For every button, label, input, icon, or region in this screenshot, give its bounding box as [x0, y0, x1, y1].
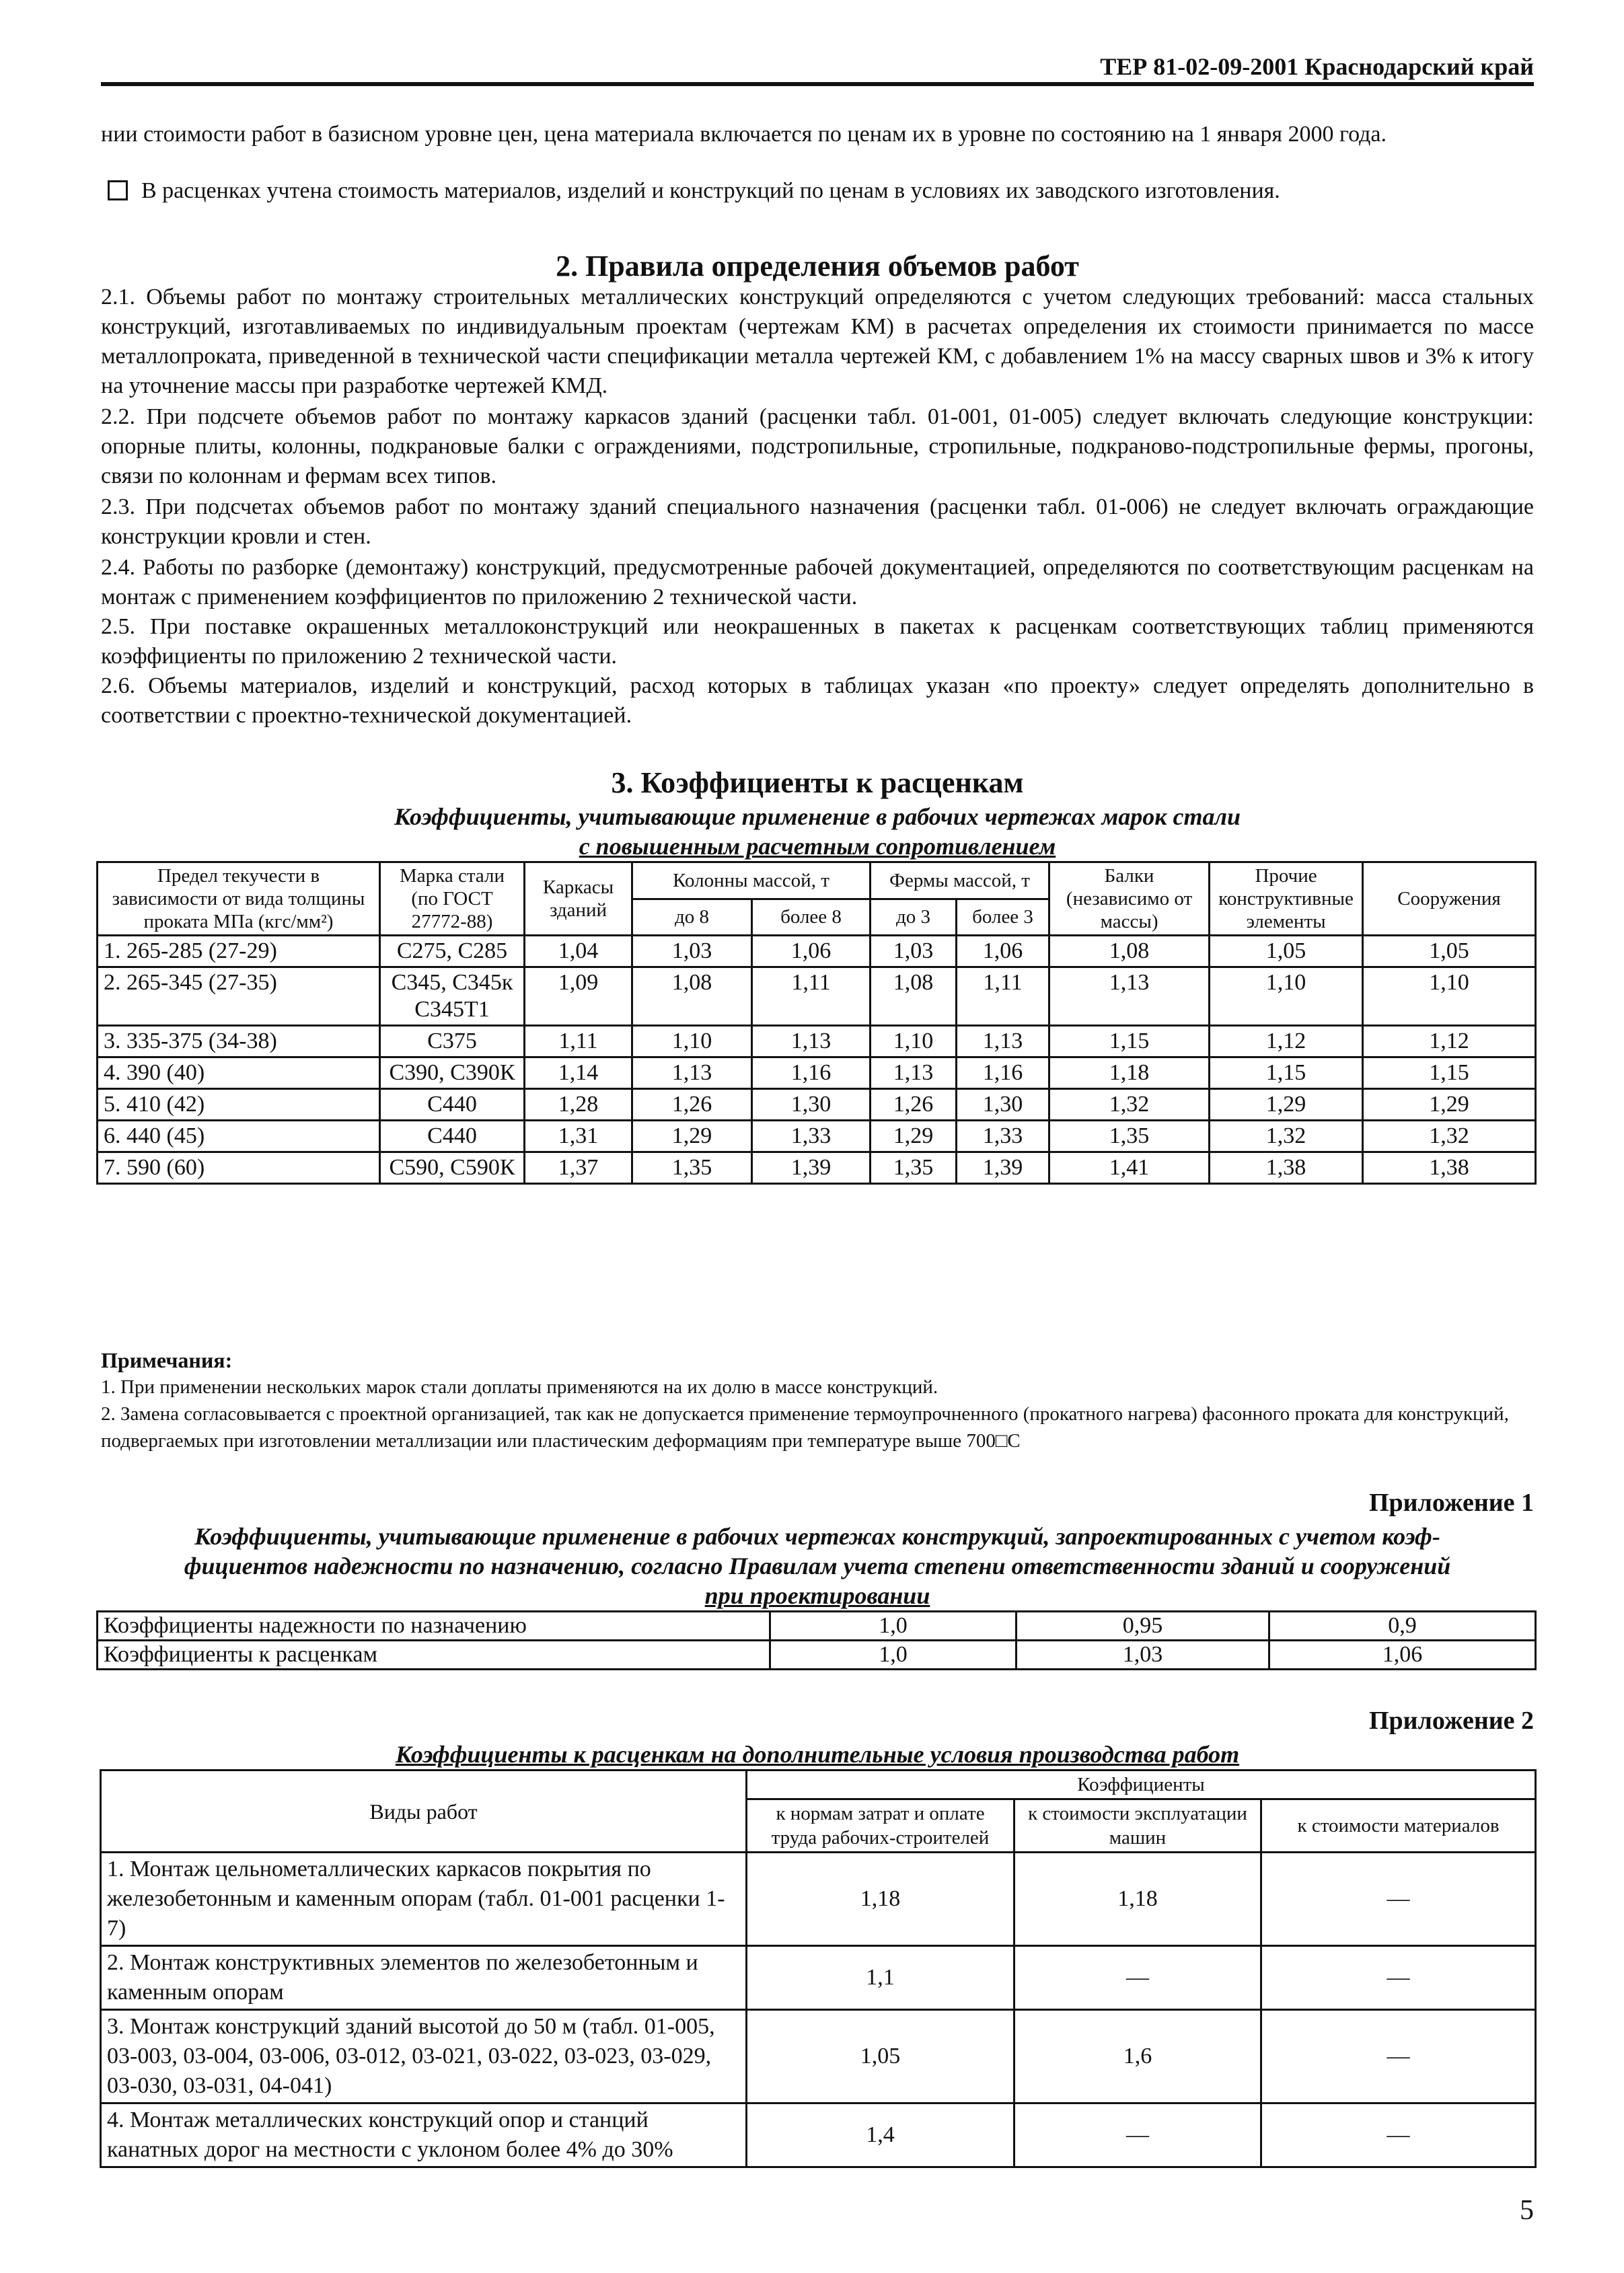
- cell-value: 1,09: [525, 967, 632, 1026]
- cell-value: 1,0: [770, 1612, 1017, 1641]
- cell-value: 1,10: [632, 1026, 752, 1057]
- cell-value: 1,30: [752, 1089, 871, 1121]
- cell-value: 1,05: [747, 2010, 1014, 2103]
- cell-value: 1,37: [525, 1152, 632, 1184]
- table-row: [101, 1946, 1536, 2010]
- table-1-subtitle-line-2: [101, 831, 1534, 861]
- cell-work: 3. Монтаж конструкций зданий высотой до 50 м (табл. 01-005, 03-003, 03-004, 03-006, 03-012, 03-021, 03-022, 03-023, 03-029, 03-030, 03-031, 04-041): [101, 2010, 747, 2103]
- cell-value: 1,26: [632, 1089, 752, 1121]
- cell-steel: С345, С345к С345Т1: [380, 967, 525, 1026]
- table-1-subtitle: Коэффициенты, учитывающие применение в рабочих чертежах марок стали: [394, 803, 1241, 830]
- cell-value: 1,05: [1363, 936, 1536, 967]
- cell-value: 1,11: [752, 967, 871, 1026]
- cell-value: —: [1014, 2103, 1261, 2167]
- cell-value: 1,35: [1049, 1121, 1210, 1152]
- header-building-frames: Каркасы зданий: [525, 862, 632, 936]
- table-row: [98, 936, 1536, 967]
- cell-value: 1,33: [957, 1121, 1049, 1152]
- cell-value: 1,4: [747, 2103, 1014, 2167]
- appendix-1-title: Коэффициенты, учитывающие применение в рабочих чертежах конструкций, запроектированных с учетом коэф-: [194, 1523, 1440, 1550]
- cell-value: 1,04: [525, 936, 632, 967]
- header-trusses-upto-3: до 3: [871, 899, 957, 936]
- header-coefficients: Коэффициенты: [747, 1771, 1536, 1799]
- cell-value: 1,41: [1049, 1152, 1210, 1184]
- section-2-item: 2.4. Работы по разборке (демонтажу) конструкций, предусмотренные рабочей документацией, определяются по соответствующим расценкам на монтаж с применением коэффициентов по приложению 2 технической части.: [101, 555, 1534, 609]
- cell-steel: С375: [380, 1026, 525, 1057]
- cell-value: 1,32: [1210, 1121, 1363, 1152]
- cell-value: 1,39: [752, 1152, 871, 1184]
- table-row: [98, 1121, 1536, 1152]
- appendix-2-title: Коэффициенты к расценкам на дополнительные условия производства работ: [395, 1741, 1240, 1768]
- cell-value: —: [1014, 1946, 1261, 2010]
- notes-title: Примечания:: [101, 1348, 233, 1372]
- intro-paragraph-2: В расценках учтена стоимость материалов, изделий и конструкций по ценам в условиях их заводского изготовления.: [141, 178, 1280, 203]
- cell-value: 1,13: [632, 1057, 752, 1089]
- cell-steel: С390, С390К: [380, 1057, 525, 1089]
- cell-value: 1,0: [770, 1641, 1017, 1670]
- section-2-heading: 2. Правила определения объемов работ: [556, 250, 1079, 283]
- table-row: [98, 1641, 1536, 1670]
- cell-value: 1,03: [1017, 1641, 1269, 1670]
- section-2-item: 2.1. Объемы работ по монтажу строительных металлических конструкций определяются с учетом следующих требований: масса стальных конструкций, изготавливаемых по индивидуальным проектам (чертежам КМ) в расчетах определения их стоимости принимается по массе металлопроката, приведенной в технической части спецификации металла чертежей КМ, с добавлением 1% на массу сварных швов и 3% к итогу на уточнение массы при разработке чертежей КМД.: [101, 285, 1534, 398]
- cell-value: 1,06: [752, 936, 871, 967]
- cell-range: 6. 440 (45): [98, 1121, 380, 1152]
- header-beams: Балки (независимо от массы): [1049, 862, 1210, 936]
- header-machines: к стоимости эксплуатации машин: [1014, 1799, 1261, 1853]
- cell-value: 1,06: [1269, 1641, 1536, 1670]
- cell-value: 1,10: [1363, 967, 1536, 1026]
- cell-value: 1,11: [525, 1026, 632, 1057]
- header-yield-strength: Предел текучести в зависимости от вида толщины проката МПа (кгс/мм²): [98, 862, 380, 936]
- table-row: [98, 1152, 1536, 1184]
- cell-value: 1,08: [871, 967, 957, 1026]
- cell-value: 1,15: [1210, 1057, 1363, 1089]
- cell-value: 1,16: [957, 1057, 1049, 1089]
- cell-value: 1,29: [1210, 1089, 1363, 1121]
- cell-value: 1,08: [632, 967, 752, 1026]
- cell-range: 4. 390 (40): [98, 1057, 380, 1089]
- cell-value: 1,32: [1363, 1121, 1536, 1152]
- cell-steel: С590, С590К: [380, 1152, 525, 1184]
- page-number: 5: [1520, 2195, 1534, 2226]
- running-header: ТЕР 81-02-09-2001 Краснодарский край: [1100, 53, 1534, 80]
- appendix-1-title: фициентов надежности по назначению, согласно Правилам учета степени ответственности зданий и сооружений: [184, 1553, 1451, 1579]
- cell-range: 2. 265-345 (27-35): [98, 967, 380, 1026]
- cell-value: 1,12: [1363, 1026, 1536, 1057]
- cell-value: —: [1261, 2010, 1536, 2103]
- section-2-item: 2.3. При подсчетах объемов работ по монтажу зданий специального назначения (расценки табл. 01-006) не следует включать ограждающие конструкции кровли и стен.: [101, 494, 1534, 549]
- cell-value: 1,11: [957, 967, 1049, 1026]
- cell-value: 1,30: [957, 1089, 1049, 1121]
- intro-paragraph-1: нии стоимости работ в базисном уровне цен, цена материала включается по ценам их в уровне по состоянию на 1 января 2000 года.: [101, 122, 1387, 147]
- header-materials: к стоимости материалов: [1261, 1799, 1536, 1853]
- cell-value: 1,35: [871, 1152, 957, 1184]
- section-2-item: 2.6. Объемы материалов, изделий и конструкций, расход которых в таблицах указан «по проекту» следует определять дополнительно в соответствии с проектно-технической документацией.: [101, 673, 1534, 728]
- cell-value: 1,29: [1363, 1089, 1536, 1121]
- cell-value: 1,13: [957, 1026, 1049, 1057]
- cell-value: 1,12: [1210, 1026, 1363, 1057]
- header-steel-grade: Марка стали (по ГОСТ 27772-88): [380, 862, 525, 936]
- section-2-item: 2.5. При поставке окрашенных металлоконструкций или неокрашенных в пакетах к расценкам соответствующих таблиц применяются коэффициенты по приложению 2 технической части.: [101, 614, 1534, 669]
- table-row: [98, 1089, 1536, 1121]
- table-1-subtitle-2: с повышенным расчетным сопротивлением: [579, 833, 1056, 860]
- cell-value: 1,13: [1049, 967, 1210, 1026]
- note-2: 2. Замена согласовывается с проектной организацией, так как не допускается применение термоупрочненного (прокатного нагрева) фасонного проката для конструкций, подвергаемых при изготовлении металлизации или пластическим деформациям при температуре выше 700□С: [101, 1403, 1509, 1452]
- header-works: Виды работ: [101, 1771, 747, 1853]
- table-row: [101, 1853, 1536, 1946]
- cell-value: 1,6: [1014, 2010, 1261, 2103]
- header-columns-upto-8: до 8: [632, 899, 752, 936]
- table-row: [101, 2103, 1536, 2167]
- cell-value: 1,16: [752, 1057, 871, 1089]
- cell-value: 1,05: [1210, 936, 1363, 967]
- cell-value: 1,15: [1049, 1026, 1210, 1057]
- cell-value: 1,08: [1049, 936, 1210, 967]
- cell-value: —: [1261, 1853, 1536, 1946]
- cell-value: 1,1: [747, 1946, 1014, 2010]
- cell-value: 1,14: [525, 1057, 632, 1089]
- cell-value: 1,39: [957, 1152, 1049, 1184]
- header-other-elements: Прочие конструктивные элементы: [1210, 862, 1363, 936]
- cell-value: 1,13: [871, 1057, 957, 1089]
- cell-value: 1,38: [1363, 1152, 1536, 1184]
- cell-value: 0,95: [1017, 1612, 1269, 1641]
- cell-work: 1. Монтаж цельнометаллических каркасов покрытия по железобетонным и каменным опорам (табл. 01-001 расценки 1-7): [101, 1853, 747, 1946]
- appendix-1-label: Приложение 1: [1368, 1489, 1534, 1517]
- cell-range: 5. 410 (42): [98, 1089, 380, 1121]
- appendix-2-title-line: [101, 1740, 1534, 1769]
- cell-value: 1,10: [871, 1026, 957, 1057]
- cell-steel: С440: [380, 1089, 525, 1121]
- cell-label: Коэффициенты надежности по назначению: [98, 1612, 770, 1641]
- header-trusses-weight: Фермы массой, т: [871, 862, 1049, 899]
- header-structures: Сооружения: [1363, 862, 1536, 936]
- section-3-heading: 3. Коэффициенты к расценкам: [611, 766, 1024, 799]
- cell-value: 1,03: [871, 936, 957, 967]
- section-2-item: 2.2. При подсчете объемов работ по монтажу каркасов зданий (расценки табл. 01-001, 01-005) следует включать следующие конструкции: опорные плиты, колонны, подкрановые балки с ограждениями, подстропильные, стропильные, подкраново-подстропильные фермы, прогоны, связи по колоннам и фермам всех типов.: [101, 404, 1534, 488]
- cell-value: —: [1261, 2103, 1536, 2167]
- square-bullet-icon: [108, 180, 128, 200]
- cell-work: 2. Монтаж конструктивных элементов по железобетонным и каменным опорам: [101, 1946, 747, 2010]
- appendix-1-table: [96, 1610, 1537, 1670]
- cell-value: 1,18: [747, 1853, 1014, 1946]
- cell-value: 0,9: [1269, 1612, 1536, 1641]
- notes-block: [101, 1347, 1534, 1454]
- appendix-2-table: [100, 1769, 1537, 2168]
- cell-value: 1,15: [1363, 1057, 1536, 1089]
- header-labor: к нормам затрат и оплате труда рабочих-строителей: [747, 1799, 1014, 1853]
- header-trusses-over-3: более 3: [957, 899, 1049, 936]
- cell-range: 1. 265-285 (27-29): [98, 936, 380, 967]
- table-row: [98, 1026, 1536, 1057]
- cell-value: 1,31: [525, 1121, 632, 1152]
- cell-value: 1,06: [957, 936, 1049, 967]
- cell-value: 1,13: [752, 1026, 871, 1057]
- cell-value: —: [1261, 1946, 1536, 2010]
- note-1: 1. При применении нескольких марок стали доплаты применяются на их долю в массе конструкций.: [101, 1376, 938, 1398]
- cell-steel: С440: [380, 1121, 525, 1152]
- header-rule: [101, 82, 1534, 86]
- cell-value: 1,28: [525, 1089, 632, 1121]
- cell-value: 1,29: [632, 1121, 752, 1152]
- cell-work: 4. Монтаж металлических конструкций опор и станций канатных дорог на местности с уклоном более 4% до 30%: [101, 2103, 747, 2167]
- cell-value: 1,03: [632, 936, 752, 967]
- table-row: [98, 1057, 1536, 1089]
- appendix-1-title-line-3: [101, 1581, 1534, 1610]
- cell-range: 7. 590 (60): [98, 1152, 380, 1184]
- cell-value: 1,18: [1014, 1853, 1261, 1946]
- appendix-2-label: Приложение 2: [1368, 1707, 1534, 1735]
- cell-value: 1,18: [1049, 1057, 1210, 1089]
- cell-value: 1,32: [1049, 1089, 1210, 1121]
- table-row: [98, 1612, 1536, 1641]
- cell-label: Коэффициенты к расценкам: [98, 1641, 770, 1670]
- header-columns-weight: Колонны массой, т: [632, 862, 871, 899]
- cell-value: 1,29: [871, 1121, 957, 1152]
- cell-steel: С275, С285: [380, 936, 525, 967]
- cell-range: 3. 335-375 (34-38): [98, 1026, 380, 1057]
- cell-value: 1,26: [871, 1089, 957, 1121]
- cell-value: 1,38: [1210, 1152, 1363, 1184]
- table-row: [101, 2010, 1536, 2103]
- cell-value: 1,35: [632, 1152, 752, 1184]
- steel-coefficients-table: [96, 861, 1537, 1185]
- cell-value: 1,33: [752, 1121, 871, 1152]
- table-row: [98, 967, 1536, 1026]
- appendix-1-title-3: при проектировании: [704, 1582, 930, 1609]
- cell-value: 1,10: [1210, 967, 1363, 1026]
- header-columns-over-8: более 8: [752, 899, 871, 936]
